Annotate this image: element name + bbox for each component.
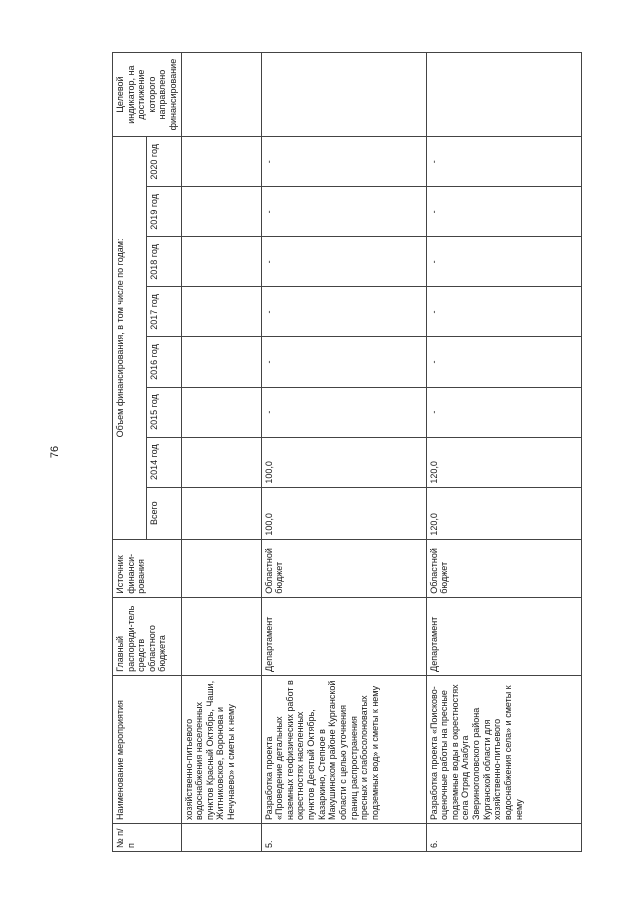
cell-num [181,823,261,851]
cell-year: - [426,187,581,237]
header-total: Всего [147,487,181,539]
cell-year [181,137,261,187]
cell-year: - [426,137,581,187]
financing-table [112,52,582,852]
cell-year: - [261,237,426,287]
header-name: Наименование мероприятия [113,675,182,823]
cell-year: - [426,387,581,437]
cell-manager: Департамент [426,597,581,675]
cell-year: 100,0 [261,437,426,487]
header-num: № п/п [113,823,182,851]
cell-year: - [261,387,426,437]
cell-total: 100,0 [261,487,426,539]
cell-year: 120,0 [426,437,581,487]
cell-source: Областной бюджет [426,539,581,597]
cell-year: - [426,337,581,387]
cell-name: Разработка проекта «Поисково-оценочные работы на пресные подземные воды в окрестностях села Отряд Алабуга Звериноголовского района Курганской области для хозяйственно-питьевого водоснабжения села» и сметы к нему [426,675,581,823]
cell-year: - [426,287,581,337]
page-number: 76 [49,445,61,459]
cell-indicator [426,53,581,137]
header-year: 2016 год [147,337,181,387]
cell-year: - [261,137,426,187]
cell-year [181,287,261,337]
header-year: 2015 год [147,387,181,437]
cell-total: 120,0 [426,487,581,539]
cell-name: Разработка проекта «Проведение детальных наземных геофизических работ в окрестностях населенных пунктов Десятый Октябрь, Казаркино, Степное в Макушинском районе Курганской области с целью уточнения границ распространения пресных и слабосолоноватых подземных вод» и сметы к нему [261,675,426,823]
cell-year: - [426,237,581,287]
cell-source: Областной бюджет [261,539,426,597]
cell-year [181,437,261,487]
header-year: 2019 год [147,187,181,237]
cell-name: хозяйственно-питьевого водоснабжения населенных пунктов Красный Октябрь, Чаши, Житниковское, Воронова и Нечунаево» и сметы к нему [181,675,261,823]
cell-indicator [181,53,261,137]
cell-year [181,187,261,237]
table-row [181,53,261,852]
rotated-table-container [112,52,592,852]
cell-year: - [261,337,426,387]
cell-num: 5. [261,823,426,851]
cell-year [181,387,261,437]
cell-year: - [261,287,426,337]
cell-year [181,237,261,287]
cell-source [181,539,261,597]
header-year: 2014 год [147,437,181,487]
header-volume: Объем финансирования, в том числе по годам: [113,137,147,539]
cell-manager [181,597,261,675]
header-source: Источник финанси-рования [113,539,182,597]
cell-year: - [261,187,426,237]
cell-manager: Департамент [261,597,426,675]
header-manager: Главный распоряди-тель средств областного бюджета [113,597,182,675]
header-year: 2018 год [147,237,181,287]
table-row [426,53,581,852]
header-year: 2020 год [147,137,181,187]
header-year: 2017 год [147,287,181,337]
cell-total [181,487,261,539]
cell-indicator [261,53,426,137]
cell-num: 6. [426,823,581,851]
header-indicator: Целевой индикатор, на достижение которого направлено финансирование [113,53,182,137]
cell-year [181,337,261,387]
table-row [261,53,426,852]
